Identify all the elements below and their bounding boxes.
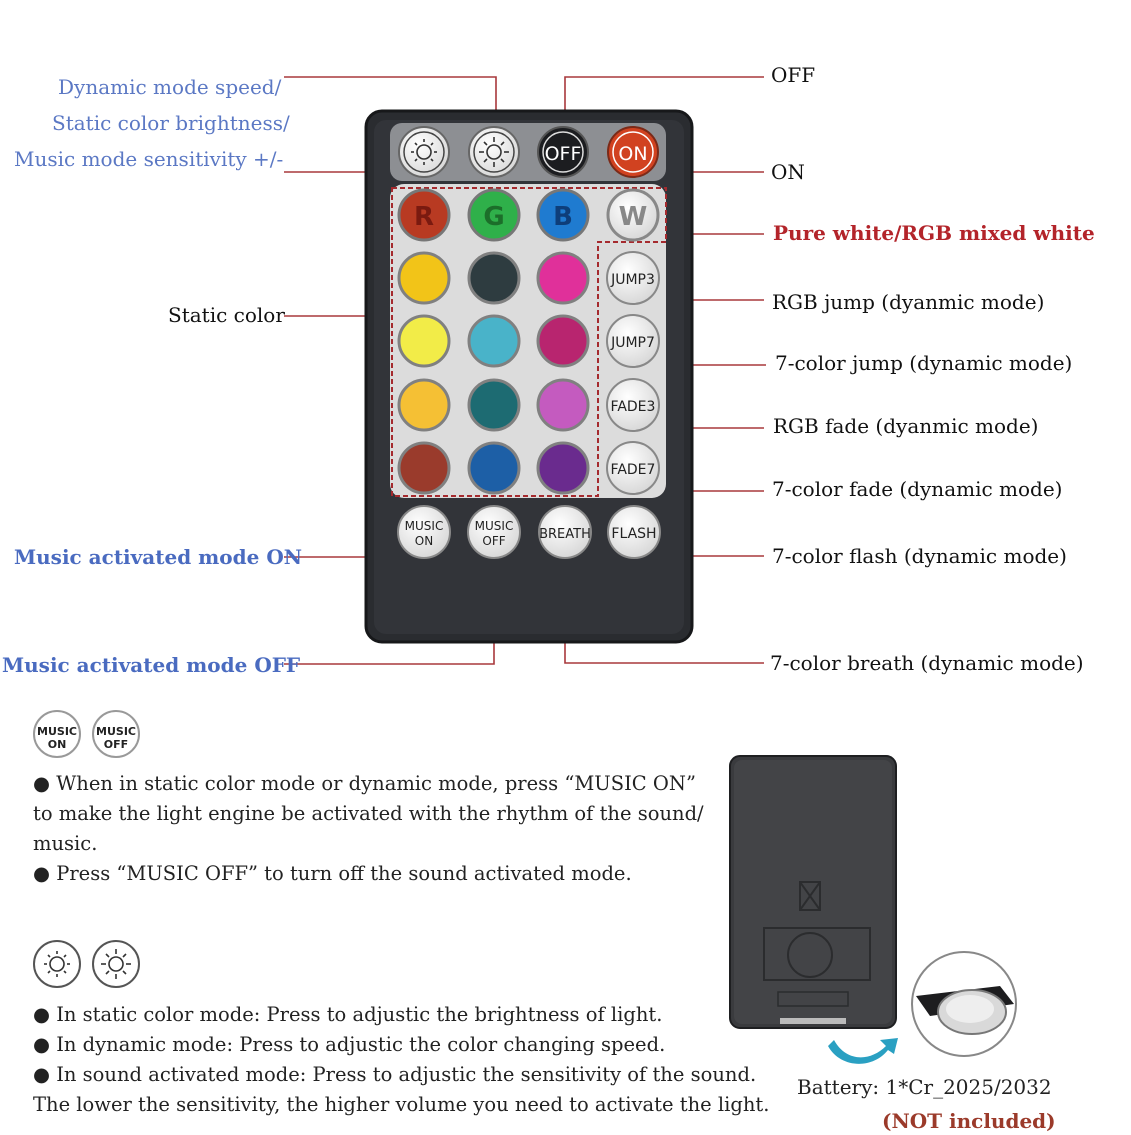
jump7-button[interactable]: [607, 315, 659, 367]
svg-text:OFF: OFF: [103, 738, 129, 751]
svg-text:ON: ON: [618, 143, 648, 165]
arrow-icon: [828, 1038, 898, 1064]
battery-label: Battery: 1*Cr_2025/2032: [797, 1075, 1052, 1099]
off-button[interactable]: [538, 127, 588, 177]
flash-button[interactable]: [608, 506, 660, 558]
rgb-jump-label: RGB jump (dyanmic mode): [772, 290, 1045, 314]
color-button-2-3[interactable]: [538, 253, 588, 303]
color-button-2-2[interactable]: [469, 253, 519, 303]
speed-label-line3: Music mode sensitivity +/-: [14, 147, 284, 171]
white-button[interactable]: [608, 190, 658, 240]
jump3-button[interactable]: [607, 252, 659, 304]
color-button-4-3[interactable]: [538, 380, 588, 430]
brightness-desc-line3: ● In sound activated mode: Press to adjustic the sensitivity of the sound.: [33, 1063, 757, 1086]
speed-down-button[interactable]: [399, 127, 449, 177]
svg-text:FLASH: FLASH: [611, 526, 657, 542]
fade7-button[interactable]: [607, 442, 659, 494]
on-button[interactable]: [608, 127, 658, 177]
color-button-5-2[interactable]: [469, 443, 519, 493]
svg-text:MUSIC: MUSIC: [37, 725, 77, 738]
svg-text:MUSIC: MUSIC: [96, 725, 136, 738]
pure-white-label: Pure white/RGB mixed white: [773, 221, 1095, 245]
svg-text:FADE3: FADE3: [610, 399, 656, 415]
svg-text:OFF: OFF: [544, 143, 582, 165]
svg-text:MUSIC: MUSIC: [404, 519, 444, 533]
battery-note: (NOT included): [882, 1109, 1056, 1133]
svg-text:ON: ON: [414, 534, 434, 548]
music-desc-line2: to make the light engine be activated with the rhythm of the sound/: [33, 802, 704, 825]
blue-button[interactable]: [538, 190, 588, 240]
remote-back-illustration: [720, 750, 1030, 1070]
breath-button[interactable]: [539, 506, 591, 558]
brightness-desc-line2: ● In dynamic mode: Press to adjustic the color changing speed.: [33, 1033, 666, 1056]
sun-up-icon: [93, 941, 139, 987]
music-desc-line3: music.: [33, 832, 98, 855]
fade3-button[interactable]: [607, 379, 659, 431]
svg-text:R: R: [413, 202, 435, 232]
brightness-buttons-illustration: [30, 938, 150, 990]
color-button-4-1[interactable]: [399, 380, 449, 430]
rgb-fade-label: RGB fade (dyanmic mode): [773, 414, 1039, 438]
music-on-icon: [34, 711, 80, 757]
brightness-desc-line4: The lower the sensitivity, the higher volume you need to activate the light.: [33, 1093, 770, 1116]
flash7-label: 7-color flash (dynamic mode): [772, 544, 1067, 568]
speed-label-line2: Static color brightness/: [52, 111, 290, 135]
svg-text:W: W: [618, 202, 648, 232]
svg-text:OFF: OFF: [482, 534, 506, 548]
music-desc-line1: ● When in static color mode or dynamic mode, press “MUSIC ON”: [33, 772, 696, 795]
color-button-5-3[interactable]: [538, 443, 588, 493]
on-label: ON: [771, 160, 805, 184]
breath7-label: 7-color breath (dynamic mode): [770, 651, 1084, 675]
svg-text:BREATH: BREATH: [539, 527, 591, 542]
svg-text:JUMP3: JUMP3: [611, 272, 655, 288]
speed-label-line1: Dynamic mode speed/: [58, 75, 282, 99]
fade7-label: 7-color fade (dynamic mode): [772, 477, 1063, 501]
svg-text:FADE7: FADE7: [610, 462, 656, 478]
music-on-label: Music activated mode ON: [14, 545, 303, 569]
music-on-button[interactable]: [398, 506, 450, 558]
music-buttons-illustration: [30, 708, 150, 760]
svg-text:B: B: [553, 202, 573, 232]
color-button-3-2[interactable]: [469, 316, 519, 366]
brightness-desc-line1: ● In static color mode: Press to adjustic the brightness of light.: [33, 1003, 663, 1026]
red-button[interactable]: [399, 190, 449, 240]
color-button-5-1[interactable]: [399, 443, 449, 493]
sun-down-icon: [34, 941, 80, 987]
svg-text:G: G: [483, 202, 505, 232]
static-color-label: Static color: [168, 303, 285, 327]
jump7-label: 7-color jump (dynamic mode): [775, 351, 1073, 375]
music-off-label: Music activated mode OFF: [2, 653, 301, 677]
color-button-4-2[interactable]: [469, 380, 519, 430]
svg-text:ON: ON: [47, 738, 67, 751]
green-button[interactable]: [469, 190, 519, 240]
music-off-icon: [93, 711, 139, 757]
speed-up-button[interactable]: [469, 127, 519, 177]
music-desc-line4: ● Press “MUSIC OFF” to turn off the sound activated mode.: [33, 862, 632, 885]
music-off-button[interactable]: [468, 506, 520, 558]
color-button-3-3[interactable]: [538, 316, 588, 366]
svg-text:MUSIC: MUSIC: [474, 519, 514, 533]
off-label: OFF: [771, 63, 816, 87]
svg-text:JUMP7: JUMP7: [611, 335, 655, 351]
color-button-2-1[interactable]: [399, 253, 449, 303]
color-button-3-1[interactable]: [399, 316, 449, 366]
